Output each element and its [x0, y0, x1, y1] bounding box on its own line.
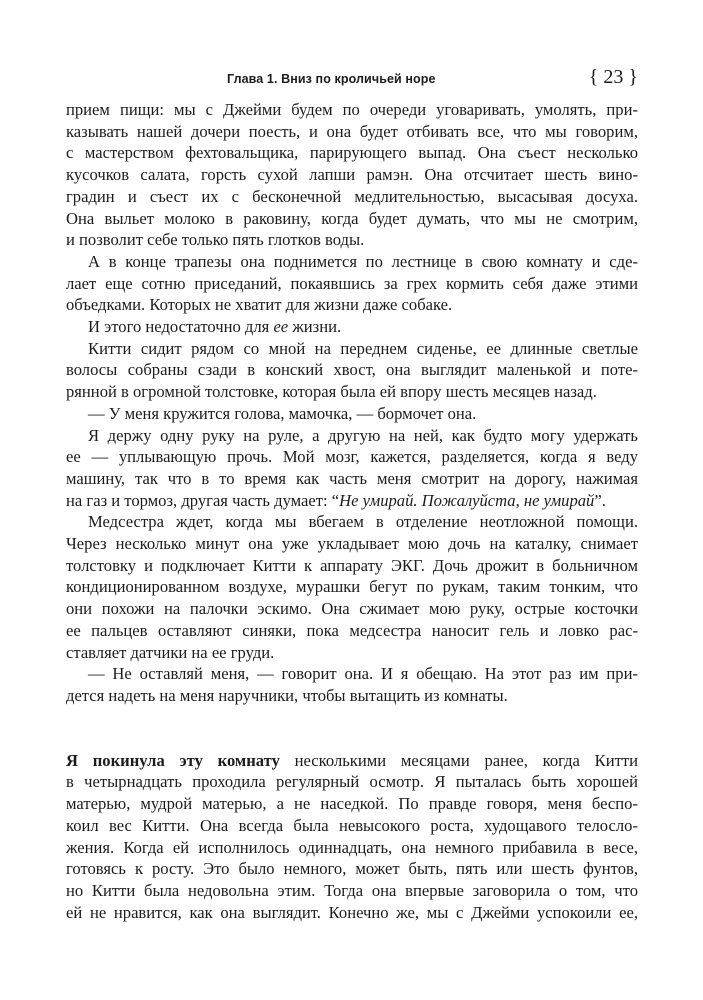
text-line: волосы собраны сзади в конский хвост, она выглядит маленькой и поте-	[66, 360, 638, 380]
text-line: градин и съест их с бесконечной медлительностью, высасывая досуха.	[66, 186, 638, 206]
italic-emphasis: Не умирай. Пожалуйста, не умирай	[339, 490, 595, 510]
text-line: кондиционированном воздухе, мурашки бегут по рукам, таким тонким, что	[66, 577, 638, 597]
text-line: они похожи на палочки эскимо. Она сжимает мою руку, острые косточки	[66, 599, 638, 619]
text-line: матерью, мудрой матерью, а не наседкой. По правде говоря, меня беспо-	[66, 794, 638, 814]
text-line: Я держу одну руку на руле, а другую на ней, как будто могу удержать	[88, 425, 638, 445]
text-line: толстовку и подключает Китти к аппарату ЭКГ. Дочь дрожит в больничном	[66, 555, 638, 575]
text-run: жизни.	[288, 317, 342, 337]
section-lead-in: Я покинула эту комнату	[66, 750, 280, 770]
text-line: кусочков салата, горсть сухой лапши рамэн. Она отсчитает шесть вино-	[66, 165, 638, 185]
text-line: Через несколько минут она уже укладывает мою дочь на каталку, снимает	[66, 534, 638, 554]
text-line: машину, так что в то время как часть меня смотрит на дорогу, нажимая	[66, 468, 638, 488]
text-line: Медсестра ждет, когда мы вбегаем в отделение неотложной помощи.	[88, 512, 638, 532]
text-line: А в конце трапезы она поднимется по лестнице в свою комнату и сде-	[88, 251, 638, 271]
text-line: Китти сидит рядом со мной на переднем сиденье, ее длинные светлые	[88, 338, 638, 358]
dialogue-line: — Не оставляй меня, — говорит она. И я обещаю. На этот раз им при-	[88, 664, 638, 684]
text-line: готовясь к росту. Это было немного, может быть, пять или шесть фунтов,	[66, 859, 638, 879]
page-header	[66, 68, 638, 96]
running-title: Глава 1. Вниз по кроличьей норе	[227, 72, 436, 86]
text-line: с мастерством фехтовальщика, парирующего выпад. Она съест несколько	[66, 143, 638, 163]
text-line: лает еще сотню приседаний, покаявшись за грех кормить себя даже этими	[66, 273, 638, 293]
dialogue-line: — У меня кружится голова, мамочка, — бормочет она.	[88, 403, 477, 423]
text-line: ее — уплывающую прочь. Мой мозг, кажется, разделяется, когда я веду	[66, 447, 638, 467]
text-line: жения. Когда ей исполнилось одиннадцать, она немного прибавила в весе,	[66, 837, 638, 857]
italic-emphasis: ее	[273, 317, 289, 337]
text-line: объедками. Которых не хватит для жизни даже собаке.	[66, 295, 453, 315]
page-number: { 23 }	[588, 66, 638, 88]
text-run: И этого недостаточно для	[88, 317, 274, 337]
text-line: Она выльет молоко в раковину, когда будет думать, что мы не смотрим,	[66, 208, 638, 228]
text-run: на газ и тормоз, другая часть думает: “	[66, 490, 340, 510]
text-line: дется надеть на меня наручники, чтобы вытащить из комнаты.	[66, 685, 508, 705]
text-line	[66, 316, 638, 338]
body-text	[66, 99, 638, 923]
text-line	[66, 490, 638, 512]
text-line: рянной в огромной толстовке, которая была ей впору шесть месяцев назад.	[66, 382, 597, 402]
text-line: казывать нашей дочери поесть, и она будет отбивать все, что мы говорим,	[66, 121, 638, 141]
text-line: но Китти была недовольна этим. Тогда она впервые заговорила о том, что	[66, 880, 638, 900]
text-run: ”.	[594, 490, 606, 510]
text-line: ставляет датчики на ее груди.	[66, 642, 275, 662]
text-line: ей не нравится, как она выглядит. Конечно же, мы с Джейми успокоили ее,	[66, 902, 638, 922]
text-run: несколькими месяцами ранее, когда Китти	[279, 750, 638, 770]
text-line: ее пальцев оставляют синяки, пока медсестра наносит гель и ловко рас-	[66, 620, 638, 640]
text-line	[66, 750, 638, 772]
text-line: коил вес Китти. Она всегда была невысокого роста, худощавого телосло-	[66, 815, 638, 835]
text-line: в четырнадцать проходила регулярный осмотр. Я пыталась быть хорошей	[66, 772, 638, 792]
text-line: и позволит себе только пять глотков воды.	[66, 230, 365, 250]
section-break	[66, 707, 638, 750]
text-line: прием пищи: мы с Джейми будем по очереди уговаривать, умолять, при-	[66, 100, 638, 119]
